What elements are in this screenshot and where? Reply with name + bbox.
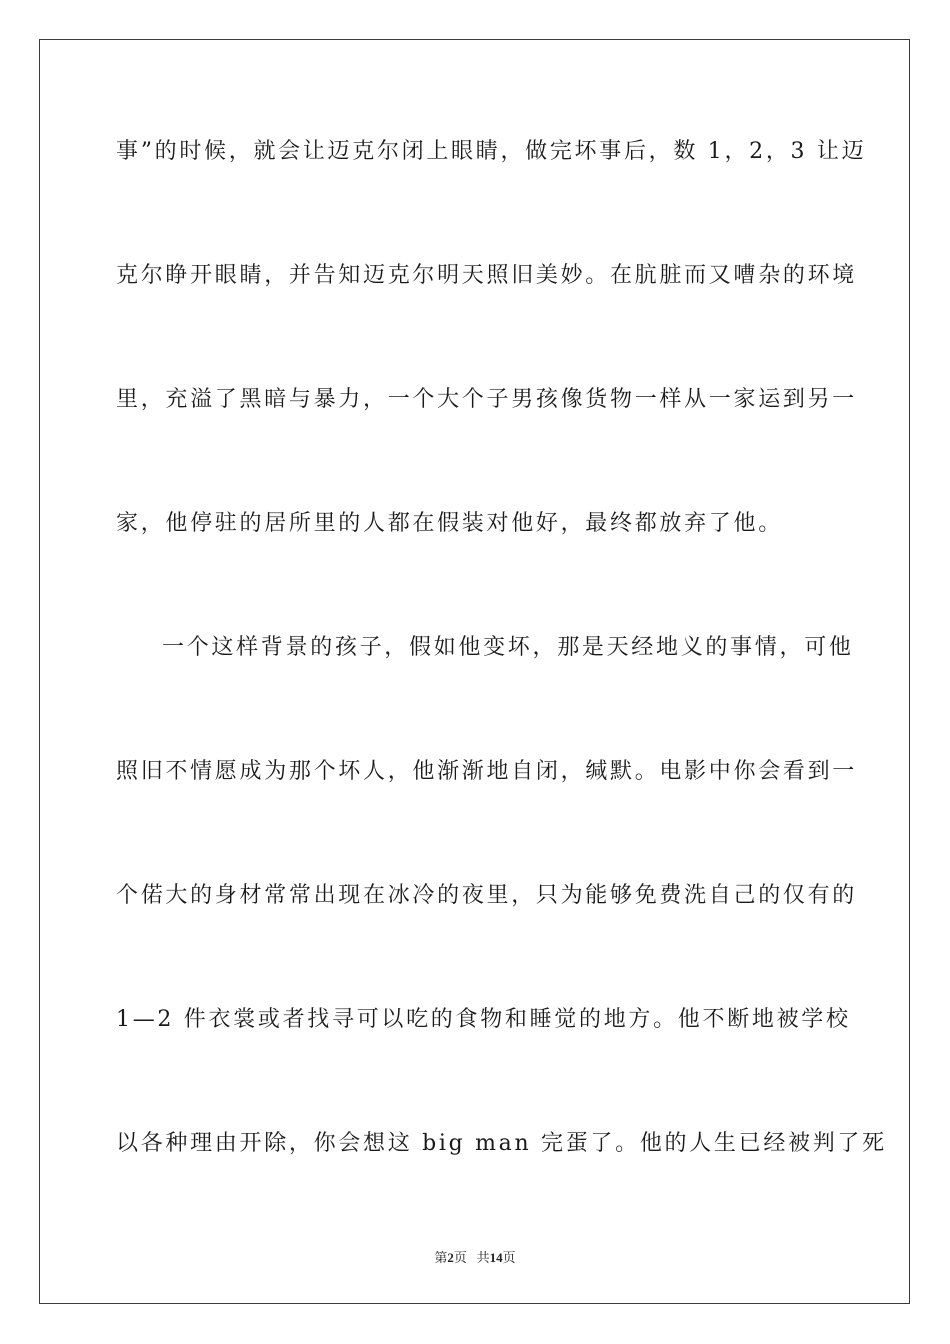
body-line-5: 一个这样背景的孩子，假如他变坏，那是天经地义的事情，可他 [162, 635, 854, 660]
page-number: 2 [447, 1250, 454, 1265]
page-footer [0, 1247, 950, 1266]
page-prefix: 第 [434, 1250, 448, 1265]
body-line-3: 里，充溢了黑暗与暴力，一个大个子男孩像货物一样从一家运到另一 [116, 387, 858, 412]
total-pages: 14 [489, 1250, 503, 1265]
body-line-6: 照旧不情愿成为那个坏人，他渐渐地自闭，缄默。电影中你会看到一 [116, 759, 858, 784]
page-suffix: 页 [453, 1250, 467, 1265]
body-line-2: 克尔睁开眼睛，并告知迈克尔明天照旧美妙。在肮脏而又嘈杂的环境 [116, 263, 858, 288]
body-line-4: 家，他停驻的居所里的人都在假装对他好，最终都放弃了他。 [116, 511, 783, 536]
body-line-7: 个偌大的身材常常出现在冰冷的夜里，只为能够免费洗自己的仅有的 [116, 883, 858, 908]
total-prefix: 共 [476, 1250, 490, 1265]
body-line-1: 事”的时候，就会让迈克尔闭上眼睛，做完坏事后，数 1，2，3 让迈 [116, 139, 867, 164]
body-line-9: 以各种理由开除，你会想这 big man 完蛋了。他的人生已经被判了死 [116, 1131, 887, 1156]
total-suffix: 页 [502, 1250, 516, 1265]
page-border [39, 39, 910, 1304]
body-line-8: 1—2 件衣裳或者找寻可以吃的食物和睡觉的地方。他不断地被学校 [116, 1007, 851, 1032]
